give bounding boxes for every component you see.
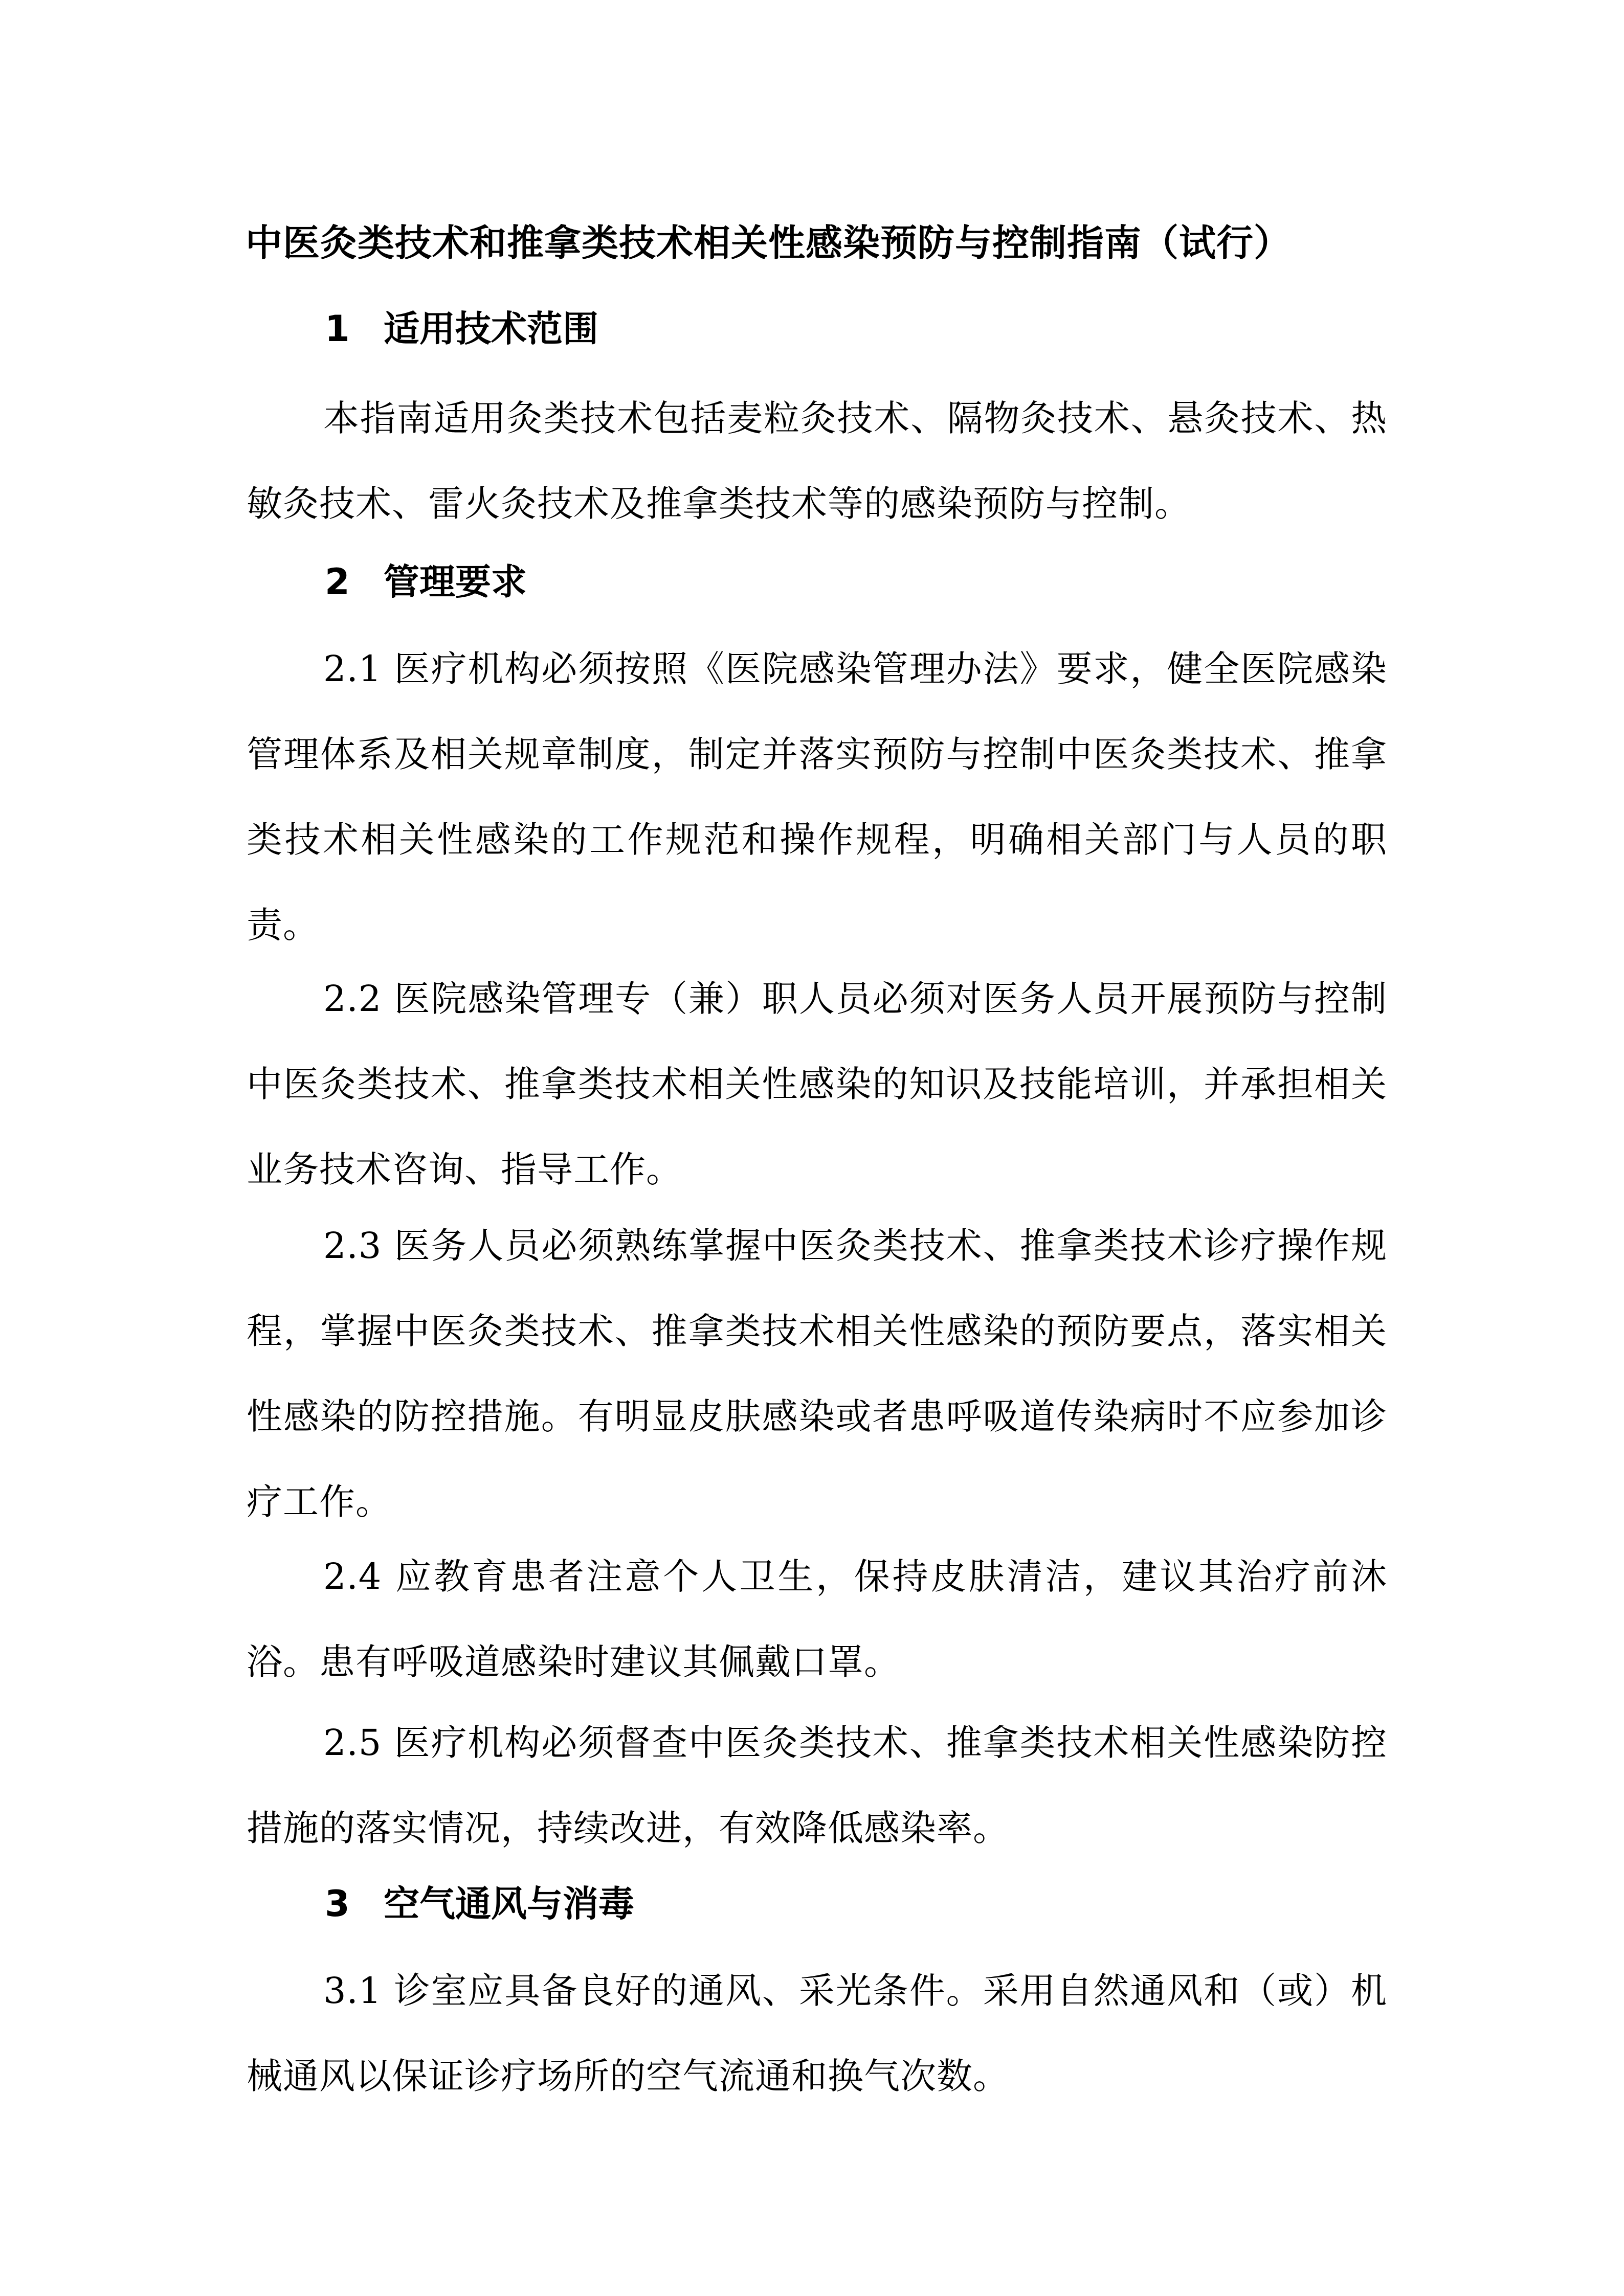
- document-title: 中医灸类技术和推拿类技术相关性感染预防与控制指南（试行）: [246, 221, 1292, 264]
- section-title: 适用技术范围: [384, 308, 598, 350]
- paragraph-2-3: 2.3 医务人员必须熟练掌握中医灸类技术、推拿类技术诊疗操作规程，掌握中医灸类技术、推拿类技术相关性感染的预防要点，落实相关性感染的防控措施。有明显皮肤感染或者患呼吸道传染病时不应参加诊疗工作。: [247, 1225, 1387, 1523]
- section-number: 2: [325, 561, 350, 603]
- paragraph-2-4: 2.4 应教育患者注意个人卫生，保持皮肤清洁，建议其治疗前沐浴。患有呼吸道感染时建议其佩戴口罩。: [247, 1556, 1387, 1683]
- paragraph-2-1: 2.1 医疗机构必须按照《医院感染管理办法》要求，健全医院感染管理体系及相关规章制度，制定并落实预防与控制中医灸类技术、推拿类技术相关性感染的工作规范和操作规程，明确相关部门与人员的职责。: [247, 648, 1387, 946]
- section-heading-1: [325, 301, 598, 357]
- section-number: 1: [325, 308, 350, 350]
- paragraph-2-2: 2.2 医院感染管理专（兼）职人员必须对医务人员开展预防与控制中医灸类技术、推拿类技术相关性感染的知识及技能培训，并承担相关业务技术咨询、指导工作。: [247, 978, 1387, 1190]
- paragraph-1: 本指南适用灸类技术包括麦粒灸技术、隔物灸技术、悬灸技术、热敏灸技术、雷火灸技术及推拿类技术等的感染预防与控制。: [247, 397, 1387, 525]
- paragraph-3-1: 3.1 诊室应具备良好的通风、采光条件。采用自然通风和（或）机械通风以保证诊疗场所的空气流通和换气次数。: [247, 1970, 1387, 2097]
- section-number: 3: [325, 1883, 350, 1925]
- section-title: 管理要求: [384, 561, 527, 603]
- section-title: 空气通风与消毒: [384, 1883, 634, 1925]
- section-heading-3: [325, 1876, 634, 1932]
- section-heading-2: [325, 554, 527, 610]
- paragraph-2-5: 2.5 医疗机构必须督查中医灸类技术、推拿类技术相关性感染防控措施的落实情况，持续改进，有效降低感染率。: [247, 1722, 1387, 1849]
